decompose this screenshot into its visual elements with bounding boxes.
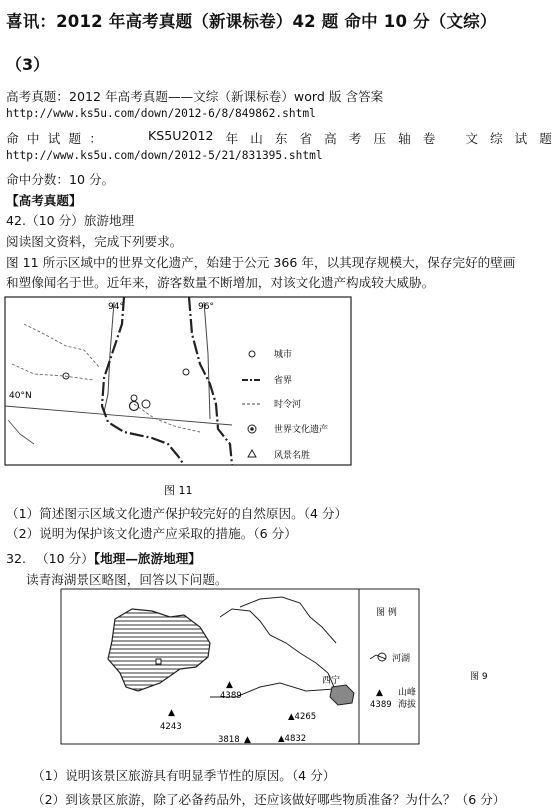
hit-label-char: 题	[68, 131, 82, 146]
hit-item: 卷	[422, 131, 436, 146]
peak-symbol: ▲	[226, 680, 233, 690]
peak-elevation: 4832	[284, 734, 307, 744]
q32-topic: 【地理—旅游地理】	[93, 551, 201, 566]
hit-item: 考	[348, 131, 362, 146]
hit-exam-title	[148, 128, 552, 147]
hit-item: 综	[490, 131, 503, 146]
q32-number: 32.	[6, 551, 27, 566]
world-heritage-site	[130, 402, 139, 411]
map-frame	[5, 297, 351, 465]
hit-item: 省	[299, 131, 313, 146]
page-title-part: （3）	[6, 55, 50, 74]
hit-label-char: ：	[89, 131, 102, 146]
hit-item: 试	[514, 131, 528, 146]
province-boundary	[102, 297, 184, 465]
gaokao-url[interactable]: http://www.ks5u.com/down/2012-6/8/849862.shtml	[6, 107, 316, 120]
figure-9-label: 图 9	[470, 672, 488, 682]
legend-river-label: 时令河	[274, 400, 302, 410]
hit-exam-url[interactable]: http://www.ks5u.com/down/2012-5/21/831395.shtml	[6, 149, 323, 162]
hit-label-char: 中	[26, 131, 40, 146]
legend-heritage-label: 世界文化遗产	[274, 425, 329, 435]
seasonal-river	[24, 324, 100, 368]
peak-elevation: 4243	[160, 722, 182, 732]
river	[240, 597, 336, 643]
hit-item: 轴	[398, 131, 411, 146]
q42-paragraph-line1: 图 11 所示区域中的世界文化遗产，始建于公元 366 年，以其现存规模大，保存完好的壁画	[6, 255, 516, 270]
meridian-96	[204, 302, 210, 419]
peak-symbol-elevation: ▲4265	[288, 712, 317, 722]
page-title: 喜讯：2012 年高考真题（新课标卷）42 题 命中 10 分（文综）	[6, 12, 497, 31]
qinghai-lake	[108, 609, 210, 691]
hit-label-char: 命	[6, 131, 19, 146]
province-boundary-east	[189, 297, 232, 465]
legend-city-symbol	[249, 351, 255, 357]
legend-scenic-symbol	[248, 450, 256, 457]
legend-scenic-label: 风景名胜	[274, 451, 311, 461]
legend-peak-symbol: ▲	[376, 688, 383, 698]
river	[220, 609, 334, 687]
legend-title: 图 例	[376, 608, 397, 618]
hit-label	[6, 128, 102, 147]
hit-exam-line	[6, 128, 552, 147]
hit-item: 年	[225, 131, 239, 146]
lake-island	[156, 659, 161, 664]
lon-label-96: 96°	[198, 302, 214, 312]
q42-paragraph-line2: 和塑像闻名于世。近年来，游客数量不断增加，对该文化遗产构成较大威胁。	[6, 275, 435, 290]
peak-elevation: 3818	[218, 735, 240, 745]
q42-header: 42.（10 分）旅游地理	[6, 213, 135, 228]
qinghai-lake-map	[60, 587, 500, 747]
peak-symbol: ▲	[168, 708, 175, 718]
hit-item: 高	[324, 131, 337, 146]
q32-instruction: 读青海湖景区略图，回答以下问题。	[26, 572, 228, 587]
q32-sub2: （2）到该景区旅游，除了必备药品外，还应该做好哪些物质准备？为什么？（6 分）	[32, 792, 506, 807]
section-heading: 【高考真题】	[6, 193, 82, 208]
legend-altitude-label: 海拔	[398, 700, 417, 710]
parallel-40n	[5, 406, 232, 425]
city-marker	[183, 369, 189, 375]
hit-item: 文	[465, 131, 478, 146]
hit-item: 东	[274, 131, 288, 146]
figure-caption: 图 11	[164, 484, 193, 497]
legend-altitude-value: 4389	[370, 700, 392, 710]
city-marker	[131, 395, 137, 401]
q32-score: （10 分）	[36, 551, 94, 566]
hit-label-char: 试	[47, 131, 61, 146]
lon-label-94: 94°	[108, 302, 124, 312]
q42-sub2: （2）说明为保护该文化遗产应采取的措施。（6 分）	[6, 526, 297, 541]
map-legend	[242, 348, 328, 461]
hit-item: 题	[539, 131, 552, 146]
legend-boundary-label: 省界	[274, 376, 293, 386]
figure-11-map	[4, 294, 354, 500]
peak-elevation: 4265	[294, 712, 317, 722]
score-line: 命中分数：10 分。	[6, 172, 115, 187]
peak-elevation: 4389	[220, 691, 242, 701]
xining-city	[330, 685, 354, 705]
world-heritage-site	[142, 400, 150, 408]
legend-peak-label: 山峰	[398, 688, 417, 698]
lat-label-40n: 40°N	[9, 391, 32, 401]
peak-symbol: ▲	[244, 735, 251, 745]
seasonal-river	[12, 364, 94, 380]
q32-sub1: （1）说明该景区旅游具有明显季节性的原因。（4 分）	[32, 768, 336, 783]
meridian-94	[104, 302, 114, 412]
peak-symbol-elevation: ▲4832	[278, 734, 307, 744]
hit-item: 压	[373, 131, 387, 146]
hit-item: 山	[250, 131, 263, 146]
river	[8, 420, 34, 444]
legend-heritage-dot	[250, 427, 254, 431]
q32-header	[6, 548, 201, 567]
gaokao-source-line: 高考真题：2012 年高考真题——文综（新课标卷）word 版 含答案	[6, 89, 384, 104]
q42-instruction: 阅读图文资料，完成下列要求。	[6, 234, 183, 249]
legend-city-label: 城市	[274, 350, 293, 360]
hit-item: KS5U2012	[148, 128, 214, 143]
q42-sub1: （1）简述图示区域文化遗产保护较完好的自然原因。（4 分）	[6, 506, 348, 521]
city-label-xining: 西宁	[322, 676, 341, 686]
legend-river-label: 河湖	[392, 654, 411, 664]
